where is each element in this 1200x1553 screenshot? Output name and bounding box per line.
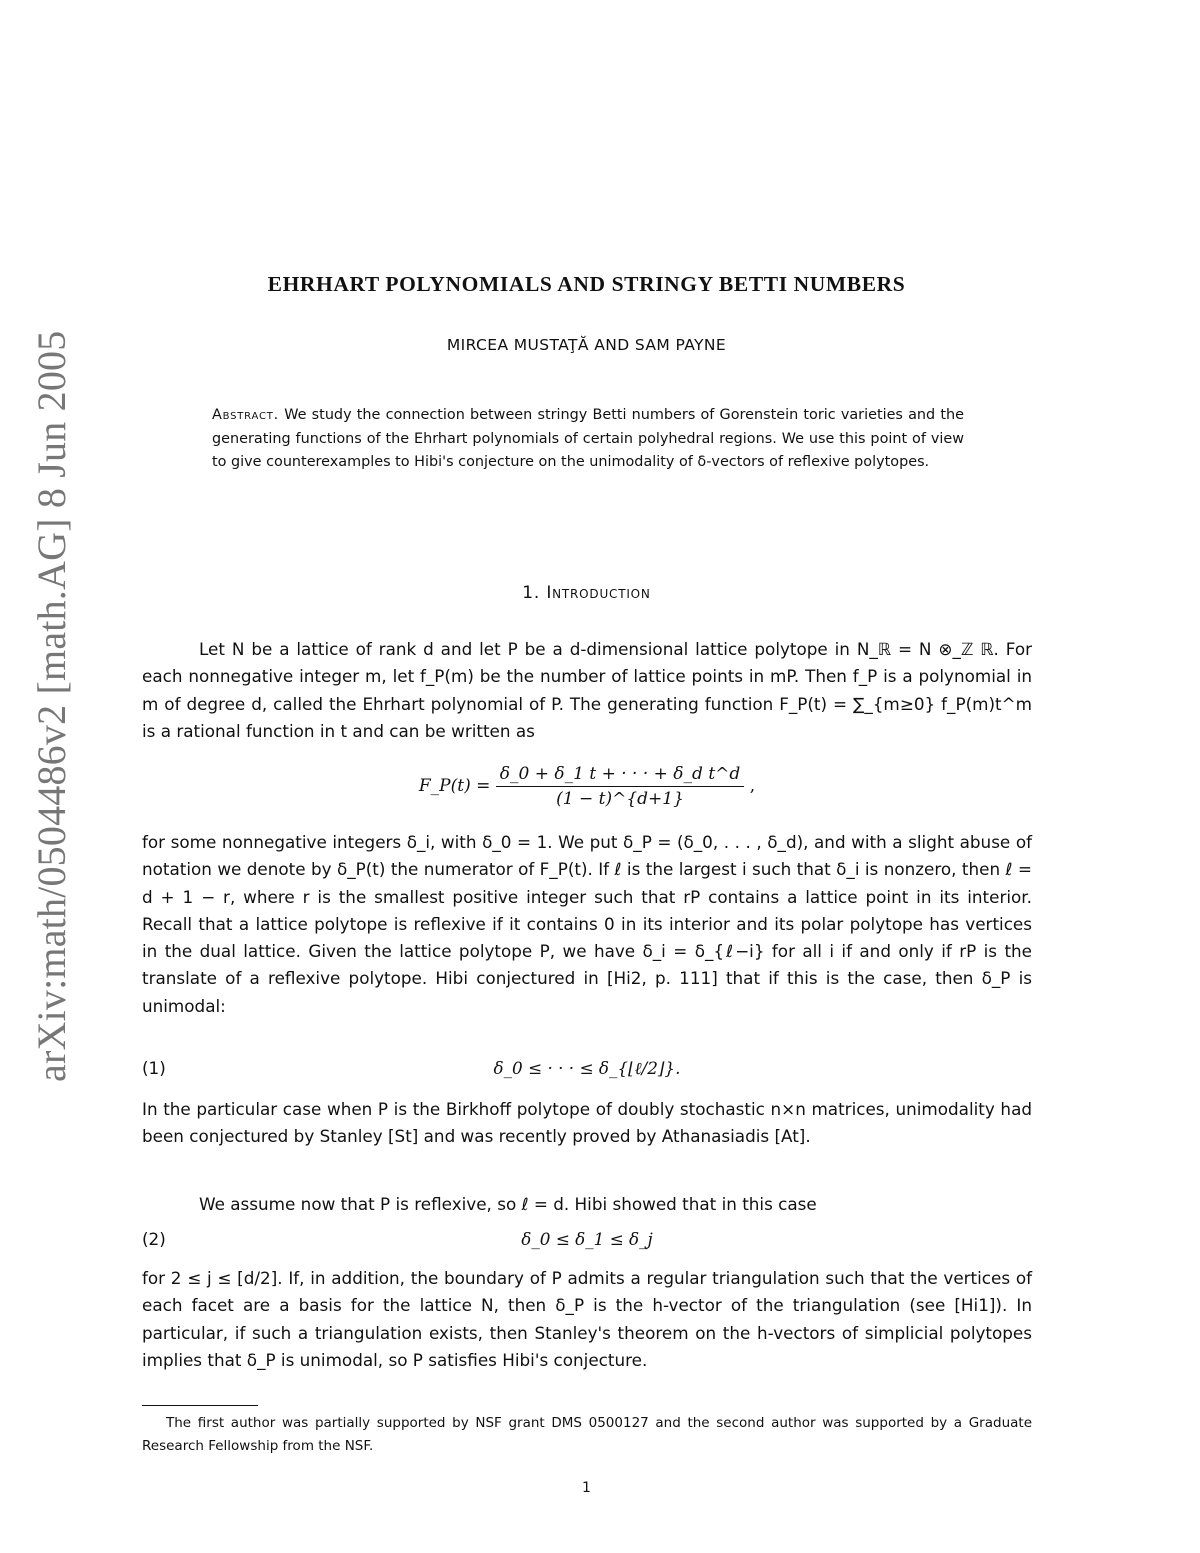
footnote-text: The first author was partially supported by NSF grant DMS 0500127 and the second author was supported by a Graduate Research Fellowship from the NSF. bbox=[142, 1415, 1032, 1454]
equation-2-body: δ_0 ≤ δ_1 ≤ δ_j bbox=[521, 1229, 653, 1249]
page-number: 1 bbox=[582, 1480, 591, 1496]
paragraph-text: We assume now that P is reflexive, so ℓ = d. Hibi showed that in this case bbox=[199, 1194, 817, 1214]
fraction-denominator: (1 − t)^{d+1} bbox=[556, 789, 684, 809]
equation-2 bbox=[142, 1229, 1032, 1257]
paper-title: EHRHART POLYNOMIALS AND STRINGY BETTI NUMBERS bbox=[267, 272, 906, 296]
equation-1-label: (1) bbox=[142, 1058, 166, 1078]
equation-trail: , bbox=[749, 776, 756, 796]
equation-lhs: F_P(t) = bbox=[418, 776, 491, 796]
footnote bbox=[142, 1412, 1032, 1458]
intro-paragraph-5 bbox=[142, 1265, 1032, 1374]
intro-paragraph-3 bbox=[142, 1096, 1032, 1151]
section-number: 1. bbox=[522, 583, 541, 603]
intro-paragraph-1 bbox=[142, 636, 1032, 745]
section-title: Introduction bbox=[546, 583, 651, 603]
footnote-rule bbox=[142, 1405, 258, 1406]
intro-paragraph-4 bbox=[142, 1191, 1032, 1218]
paper-authors: MIRCEA MUSTAŢĂ AND SAM PAYNE bbox=[446, 336, 727, 354]
paragraph-text: Let N be a lattice of rank d and let P be a d-dimensional lattice polytope in N_ℝ = N ⊗_ℤ ℝ. For each nonnegative integer m, let f_P(m) be the number of lattice points in mP. Then f_P is a polynomial in m of degree d, called the Ehrhart polynomial of P. The generating function F_P(t) = ∑_{m≥0} f_P(m)t^m is a rational function in t and can be written as bbox=[142, 639, 1032, 741]
abstract bbox=[212, 404, 964, 475]
equation-fraction bbox=[496, 764, 745, 809]
fraction-numerator: δ_0 + δ_1 t + · · · + δ_d t^d bbox=[496, 764, 745, 787]
equation-1-body: δ_0 ≤ · · · ≤ δ_{⌊ℓ/2⌋}. bbox=[493, 1058, 681, 1078]
section-heading bbox=[0, 583, 1173, 603]
equation-2-label: (2) bbox=[142, 1229, 166, 1249]
equation-1 bbox=[142, 1058, 1032, 1086]
intro-paragraph-2 bbox=[142, 829, 1032, 1020]
arxiv-identifier: arXiv:math/0504486v2 [math.AG] 8 Jun 2005 bbox=[29, 330, 74, 1082]
paragraph-text: for 2 ≤ j ≤ [d/2]. If, in addition, the boundary of P admits a regular triangulation such that the vertices of each facet are a basis for the lattice N, then δ_P is the h-vector of the triangulation (see [Hi1]). In particular, if such a triangulation exists, then Stanley's theorem on the h-vectors of simplicial polytopes implies that δ_P is unimodal, so P satisfies Hibi's conjecture. bbox=[142, 1268, 1032, 1370]
abstract-text: We study the connection between stringy Betti numbers of Gorenstein toric varieties and the generating functions of the Ehrhart polynomials of certain polyhedral regions. We use this point of view to give counterexamples to Hibi's conjecture on the unimodality of δ-vectors of reflexive polytopes. bbox=[212, 407, 964, 470]
abstract-heading: Abstract. bbox=[212, 407, 280, 423]
generating-function-equation bbox=[142, 764, 1032, 809]
paragraph-text: for some nonnegative integers δ_i, with δ_0 = 1. We put δ_P = (δ_0, . . . , δ_d), and with a slight abuse of notation we denote by δ_P(t) the numerator of F_P(t). If ℓ is the largest i such that δ_i is nonzero, then ℓ = d + 1 − r, where r is the smallest positive integer such that rP contains a lattice point in its interior. Recall that a lattice polytope is reflexive if it contains 0 in its interior and its polar polytope has vertices in the dual lattice. Given the lattice polytope P, we have δ_i = δ_{ℓ−i} for all i if and only if rP is the translate of a reflexive polytope. Hibi conjectured in [Hi2, p. 111] that if this is the case, then δ_P is unimodal: bbox=[142, 832, 1032, 1016]
paragraph-text: In the particular case when P is the Birkhoff polytope of doubly stochastic n×n matrices, unimodality had been conjectured by Stanley [St] and was recently proved by Athanasiadis [At]. bbox=[142, 1099, 1032, 1147]
